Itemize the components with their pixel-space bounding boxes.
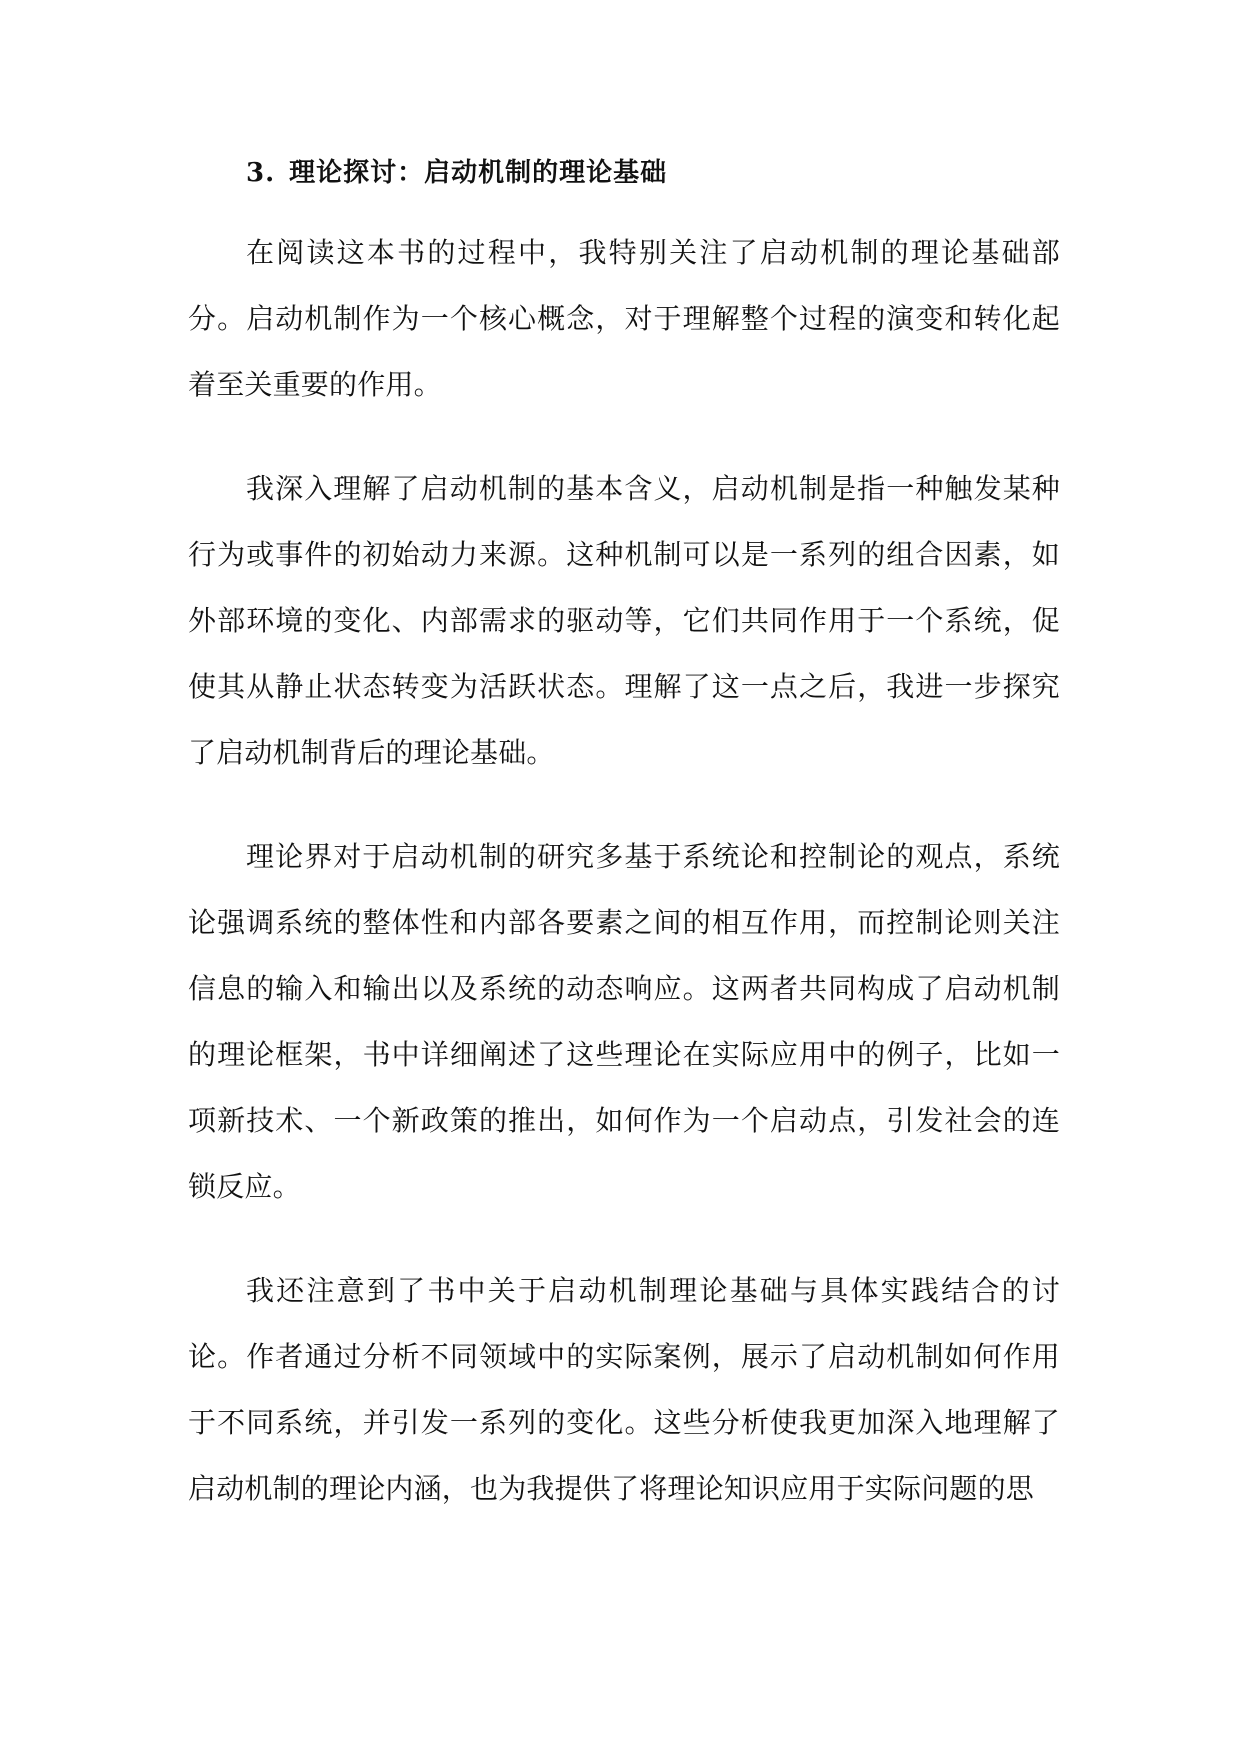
section-title: 理论探讨：启动机制的理论基础 bbox=[289, 158, 668, 188]
paragraph-1: 在阅读这本书的过程中，我特别关注了启动机制的理论基础部分。启动机制作为一个核心概念，对于理解整个过程的演变和转化起着至关重要的作用。 bbox=[188, 236, 1060, 401]
section-number: 3. bbox=[246, 158, 276, 188]
paragraph-3: 理论界对于启动机制的研究多基于系统论和控制论的观点，系统论强调系统的整体性和内部各要素之间的相互作用，而控制论则关注信息的输入和输出以及系统的动态响应。这两者共同构成了启动机制的理论框架，书中详细阐述了这些理论在实际应用中的例子，比如一项新技术、一个新政策的推出，如何作为一个启动点，引发社会的连锁反应。 bbox=[188, 840, 1060, 1203]
document-page bbox=[188, 148, 1060, 1522]
paragraph-2: 我深入理解了启动机制的基本含义，启动机制是指一种触发某种行为或事件的初始动力来源。这种机制可以是一系列的组合因素，如外部环境的变化、内部需求的驱动等，它们共同作用于一个系统，促使其从静止状态转变为活跃状态。理解了这一点之后，我进一步探究了启动机制背后的理论基础。 bbox=[188, 472, 1060, 769]
paragraph-4: 我还注意到了书中关于启动机制理论基础与具体实践结合的讨论。作者通过分析不同领域中的实际案例，展示了启动机制如何作用于不同系统，并引发一系列的变化。这些分析使我更加深入地理解了启动机制的理论内涵，也为我提供了将理论知识应用于实际问题的思 bbox=[188, 1274, 1060, 1505]
section-heading bbox=[246, 148, 1060, 198]
